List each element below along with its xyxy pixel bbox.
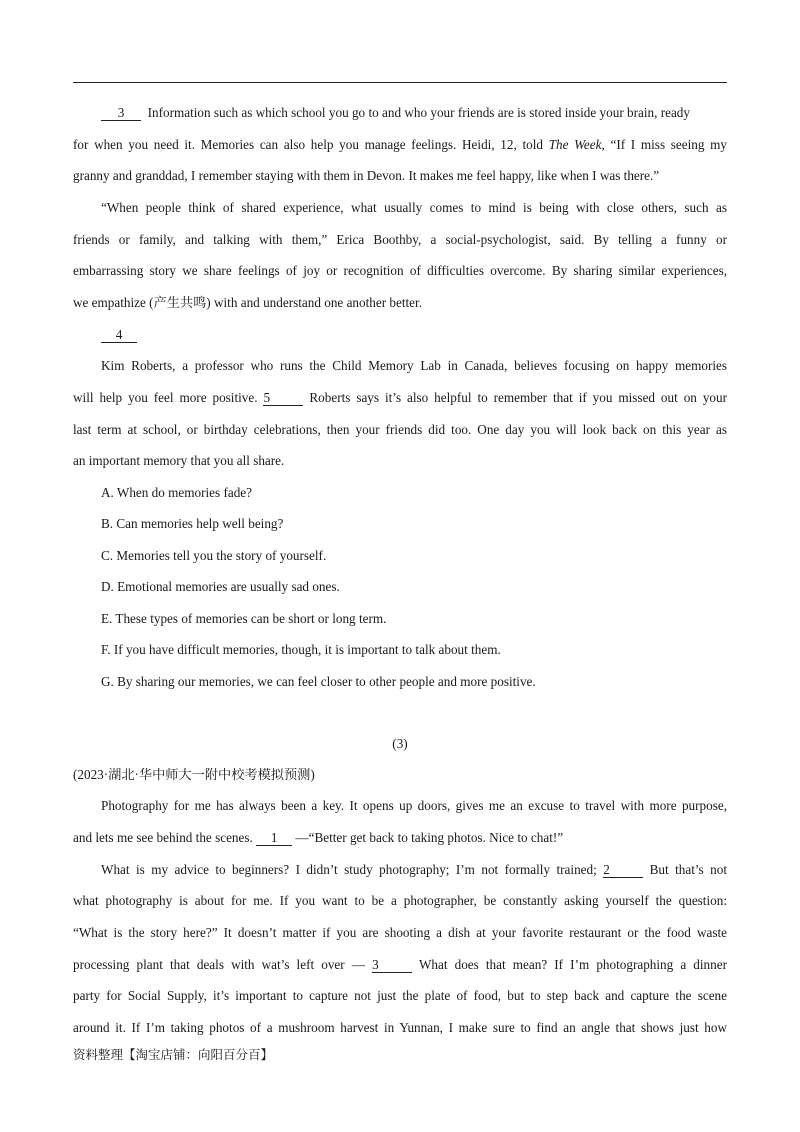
answer-blank-2[interactable]: 2 — [603, 863, 643, 878]
line-text: What does that mean? If I’m photographing a dinner — [412, 957, 727, 972]
option-f: F. If you have difficult memories, though, it is important to talk about them. — [101, 642, 501, 657]
answer-blank-4[interactable]: 4 — [101, 328, 137, 343]
header-rule — [73, 82, 727, 83]
line-text: Roberts says it’s also helpful to remember that if you missed out on your — [303, 390, 727, 405]
paragraph-line: party for Social Supply, it’s important to capture not just the plate of food, but to step back and capture the scene — [73, 988, 727, 1003]
paragraph-line: last term at school, or birthday celebrations, then your friends did too. One day you will look back on this year as — [73, 422, 727, 437]
line-text: processing plant that deals with wat’s left over — — [73, 957, 373, 972]
line-text: What is my advice to beginners? I didn’t study photography; I’m not formally trained; — [101, 862, 604, 877]
line-text: for when you need it. Memories can also help you manage feelings. Heidi, 12, told — [73, 137, 549, 152]
footer-note: 资料整理【淘宝店铺：向阳百分百】 — [73, 1047, 274, 1062]
option-g: G. By sharing our memories, we can feel closer to other people and more positive. — [101, 674, 536, 689]
answer-blank-5[interactable]: 5 — [263, 391, 303, 406]
option-b: B. Can memories help well being? — [101, 516, 284, 531]
line-text: will help you feel more positive. — [73, 390, 264, 405]
answer-blank-3[interactable]: 3 — [372, 958, 412, 973]
paragraph-line — [101, 104, 727, 122]
line-text: But that’s not — [643, 862, 727, 877]
line-text: Information such as which school you go to and who your friends are is stored inside your brain, ready — [147, 105, 690, 120]
paragraph-line: around it. If I’m taking photos of a mushroom harvest in Yunnan, I make sure to find an angle that shows just how — [73, 1020, 727, 1035]
paragraph-line — [101, 326, 727, 344]
line-text: and lets me see behind the scenes. — [73, 830, 257, 845]
paragraph-line — [73, 829, 727, 847]
line-text: , “If I miss seeing my — [601, 137, 727, 152]
paragraph-line: what photography is about for me. If you want to be a photographer, be constantly asking yourself the question: — [73, 893, 727, 908]
answer-blank-3[interactable]: 3 — [101, 106, 141, 121]
option-c: C. Memories tell you the story of yourself. — [101, 548, 327, 563]
passage-number: (3) — [392, 736, 408, 751]
line-text: —“Better get back to taking photos. Nice to chat!” — [292, 830, 564, 845]
source-note: (2023·湖北·华中师大一附中校考模拟预测) — [73, 767, 315, 782]
paragraph-line — [73, 956, 727, 974]
option-e: E. These types of memories can be short or long term. — [101, 611, 387, 626]
paragraph-line: Photography for me has always been a key. It opens up doors, gives me an excuse to travel with more purpose, — [101, 798, 727, 813]
option-a: A. When do memories fade? — [101, 485, 252, 500]
paragraph-line: granny and granddad, I remember staying with them in Devon. It makes me feel happy, like when I was there.” — [73, 168, 660, 183]
paragraph-line: embarrassing story we share feelings of joy or recognition of difficulties overcome. By sharing similar experiences, — [73, 263, 727, 278]
paragraph-line: friends or family, and talking with them,” Erica Boothby, a social-psychologist, said. By telling a funny or — [73, 232, 727, 247]
paragraph-line: Kim Roberts, a professor who runs the Child Memory Lab in Canada, believes focusing on happy memories — [101, 358, 727, 373]
option-d: D. Emotional memories are usually sad ones. — [101, 579, 340, 594]
paragraph-line: an important memory that you all share. — [73, 453, 285, 468]
paragraph-line: “What is the story here?” It doesn’t matter if you are shooting a dish at your favorite restaurant or the food waste — [73, 925, 727, 940]
answer-blank-1[interactable]: 1 — [256, 831, 292, 846]
paragraph-line: we empathize (产生共鸣) with and understand one another better. — [73, 295, 422, 310]
paragraph-line — [73, 136, 727, 154]
paragraph-line: “When people think of shared experience, what usually comes to mind is being with close others, such as — [101, 200, 727, 215]
paragraph-line — [101, 861, 727, 879]
publication-title: The Week — [548, 137, 602, 152]
paragraph-line — [73, 389, 727, 407]
